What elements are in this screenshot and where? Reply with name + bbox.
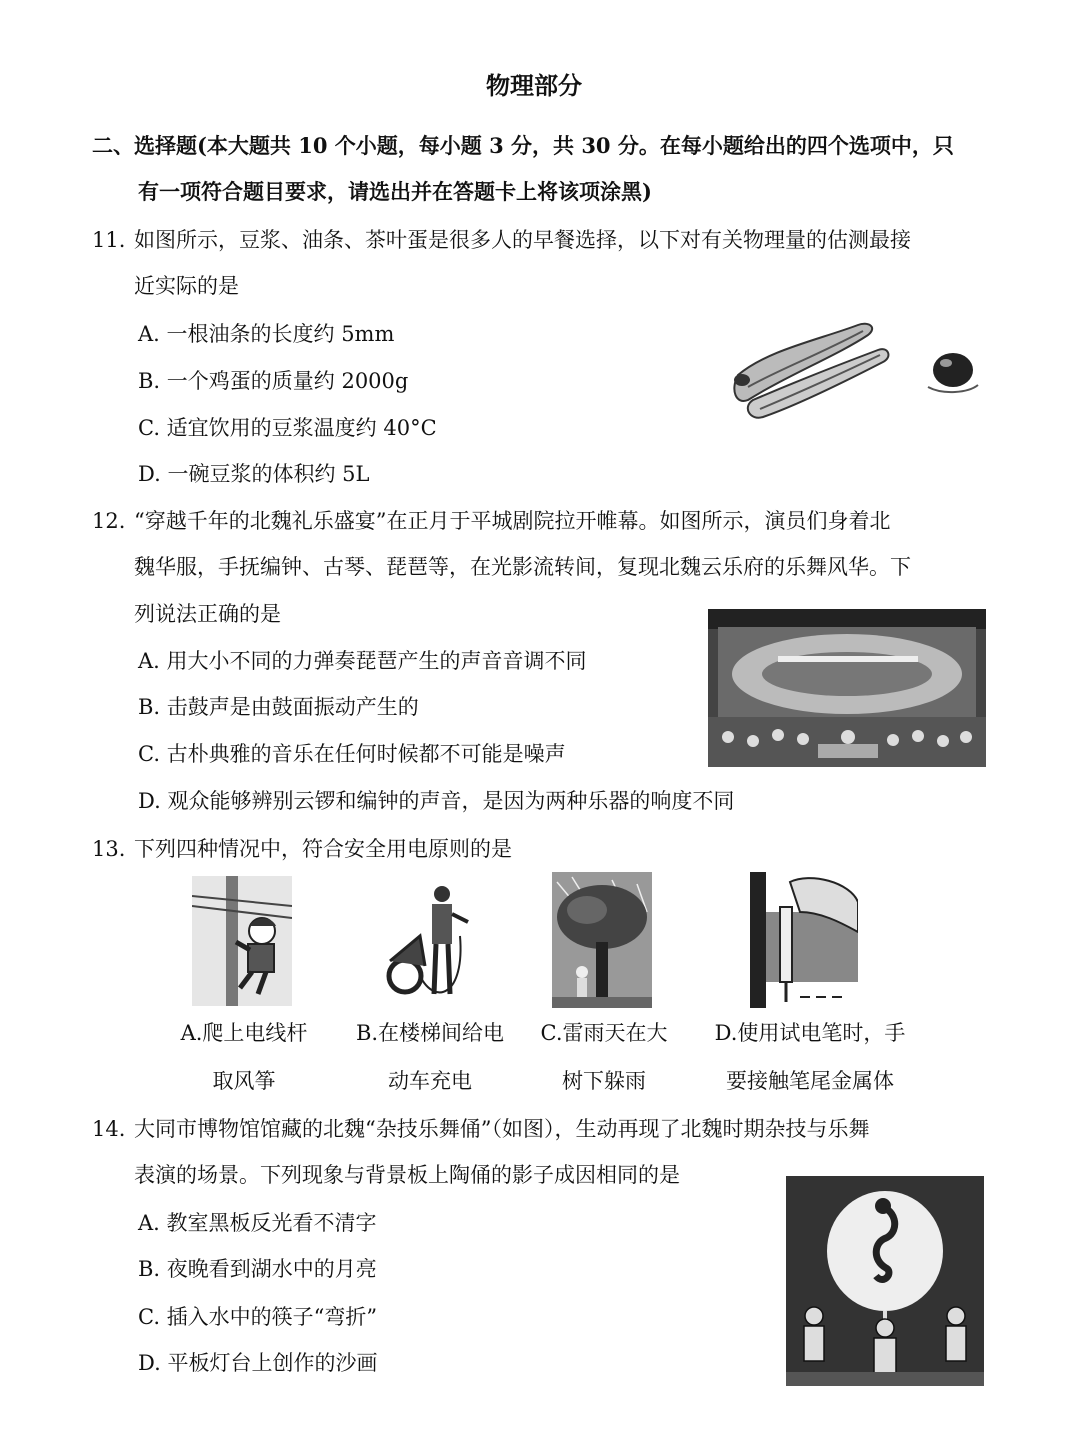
q12-number: 12. bbox=[92, 509, 126, 533]
q14-option-d: D. 平板灯台上创作的沙画 bbox=[138, 1351, 378, 1375]
q12-option-c: C. 古朴典雅的音乐在任何时候都不可能是噪声 bbox=[138, 742, 566, 766]
q13-figure-d-caption-line1: D.使用试电笔时，手 bbox=[714, 1021, 906, 1045]
q14-stem-line2: 表演的场景。下列现象与背景板上陶俑的影子成因相同的是 bbox=[134, 1163, 680, 1187]
q14-number: 14. bbox=[92, 1117, 126, 1141]
q13-figure-d-test-pen bbox=[750, 872, 858, 1008]
q11-option-a: A. 一根油条的长度约 5mm bbox=[138, 322, 395, 346]
q14-stem-line1: 大同市博物馆馆藏的北魏“杂技乐舞俑”（如图），生动再现了北魏时期杂技与乐舞 bbox=[134, 1117, 870, 1141]
q13-figure-d-caption-line2: 要接触笔尾金属体 bbox=[726, 1069, 894, 1093]
q13-figure-c-caption-line2: 树下躲雨 bbox=[562, 1069, 646, 1093]
q13-number: 13. bbox=[92, 837, 126, 861]
q13-figure-a-caption-line2: 取风筝 bbox=[212, 1069, 276, 1093]
q12-stem-line3: 列说法正确的是 bbox=[134, 602, 281, 626]
q13-figure-c-tree-in-storm bbox=[552, 872, 652, 1008]
q11-option-c: C. 适宜饮用的豆浆温度约 40°C bbox=[138, 416, 437, 440]
q11-option-d: D. 一碗豆浆的体积约 5L bbox=[138, 462, 370, 486]
q13-figure-b-ebike-charging bbox=[380, 876, 480, 1006]
q14-option-a: A. 教室黑板反光看不清字 bbox=[138, 1211, 377, 1235]
q12-stem-line2: 魏华服，手抚编钟、古琴、琵琶等，在光影流转间，复现北魏云乐府的乐舞风华。下 bbox=[134, 555, 911, 579]
q14-option-c: C. 插入水中的筷子“弯折” bbox=[138, 1305, 378, 1329]
q11-breakfast-figure bbox=[728, 305, 988, 435]
q12-option-b: B. 击鼓声是由鼓面振动产生的 bbox=[138, 695, 419, 719]
q13-stem-line1: 下列四种情况中，符合安全用电原则的是 bbox=[134, 837, 512, 861]
page-title: 物理部分 bbox=[486, 71, 582, 100]
q13-figure-a-climbing-pole bbox=[192, 876, 292, 1006]
q12-option-d: D. 观众能够辨别云锣和编钟的声音，是因为两种乐器的响度不同 bbox=[138, 789, 735, 813]
q12-option-a: A. 用大小不同的力弹奏琵琶产生的声音音调不同 bbox=[138, 649, 587, 673]
q14-option-b: B. 夜晚看到湖水中的月亮 bbox=[138, 1257, 377, 1281]
section-heading-line2: 有一项符合题目要求，请选出并在答题卡上将该项涂黑) bbox=[138, 179, 652, 204]
q13-figure-c-caption-line1: C.雷雨天在大 bbox=[540, 1021, 668, 1045]
q11-number: 11. bbox=[92, 228, 126, 252]
q13-figure-b-caption-line2: 动车充电 bbox=[388, 1069, 472, 1093]
q12-stage-figure bbox=[708, 609, 986, 767]
q13-figure-a-caption-line1: A.爬上电线杆 bbox=[180, 1021, 308, 1045]
q13-figure-b-caption-line1: B.在楼梯间给电 bbox=[355, 1021, 505, 1045]
section-heading-line1: 二、选择题(本大题共 10 个小题，每小题 3 分，共 30 分。在每小题给出的四个选项中，只 bbox=[92, 133, 954, 158]
q11-stem-line1: 如图所示，豆浆、油条、茶叶蛋是很多人的早餐选择，以下对有关物理量的估测最接 bbox=[134, 228, 911, 252]
q12-stem-line1: “穿越千年的北魏礼乐盛宴”在正月于平城剧院拉开帷幕。如图所示，演员们身着北 bbox=[134, 509, 891, 533]
q11-stem-line2: 近实际的是 bbox=[134, 274, 239, 298]
q14-figurines-figure bbox=[786, 1176, 984, 1386]
q11-option-b: B. 一个鸡蛋的质量约 2000g bbox=[138, 369, 409, 393]
